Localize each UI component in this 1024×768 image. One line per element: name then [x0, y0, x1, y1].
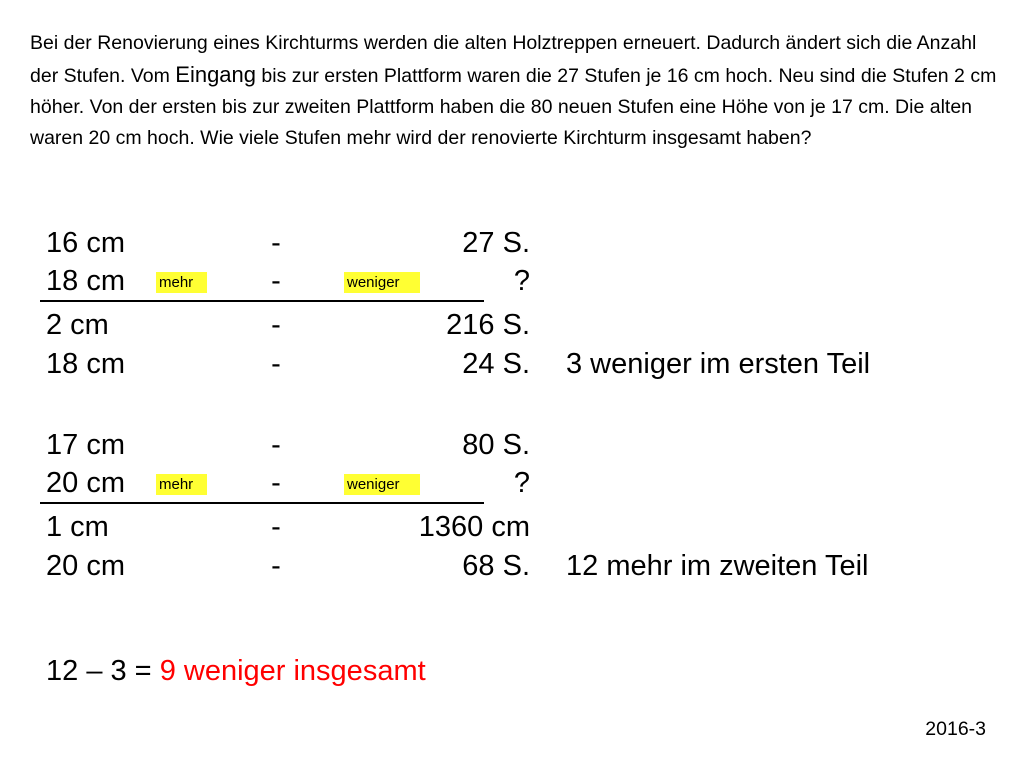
- row-note: 3 weniger im ersten Teil: [566, 348, 871, 380]
- row-left-value: 20 cm: [46, 467, 125, 499]
- calc-row-6: [46, 464, 946, 502]
- calc-row-5: [46, 426, 946, 464]
- highlight-tag-weniger: weniger: [344, 474, 420, 495]
- row-right-value: 68 S.: [462, 550, 530, 582]
- row-right-value: 216 S.: [446, 309, 530, 341]
- row-left-value: 18 cm: [46, 348, 125, 380]
- final-result: [46, 652, 426, 690]
- row-dash: -: [271, 467, 281, 499]
- highlight-tag-weniger: weniger: [344, 272, 420, 293]
- row-dash: -: [271, 348, 281, 380]
- row-dash: -: [271, 550, 281, 582]
- row-left-value: 16 cm: [46, 227, 125, 259]
- row-right-value: 27 S.: [462, 227, 530, 259]
- divider-line-2: [40, 502, 484, 504]
- row-note: 12 mehr im zweiten Teil: [566, 550, 869, 582]
- problem-text: [30, 28, 1005, 154]
- row-right-value: 1360 cm: [418, 511, 530, 543]
- problem-part-1: Bei der Renovierung eines Kirchturms werden die alten Holztreppen erneuert. Dadurch ändert sich die Anzahl der Stufen. Vom: [30, 32, 977, 87]
- problem-emphasis: Eingang: [175, 62, 257, 87]
- row-right-value: 24 S.: [462, 348, 530, 380]
- calc-row-7: [46, 508, 946, 546]
- highlight-tag-mehr: mehr: [156, 474, 207, 495]
- row-right-value: ?: [513, 467, 530, 499]
- row-left-value: 2 cm: [46, 309, 109, 341]
- row-dash: -: [271, 511, 281, 543]
- row-right-value: 80 S.: [462, 429, 530, 461]
- divider-line-1: [40, 300, 484, 302]
- calc-row-8: [46, 547, 946, 585]
- task-code: 2016-3: [925, 718, 986, 740]
- row-dash: -: [271, 265, 281, 297]
- result-calculation: 12 – 3 =: [46, 655, 160, 687]
- result-answer: 9 weniger insgesamt: [159, 655, 426, 687]
- row-dash: -: [271, 309, 281, 341]
- calc-row-3: [46, 306, 946, 344]
- row-left-value: 17 cm: [46, 429, 125, 461]
- calc-row-4: [46, 345, 946, 383]
- calc-row-2: [46, 262, 946, 300]
- row-left-value: 1 cm: [46, 511, 109, 543]
- row-left-value: 18 cm: [46, 265, 125, 297]
- row-right-value: ?: [513, 265, 530, 297]
- highlight-tag-mehr: mehr: [156, 272, 207, 293]
- row-dash: -: [271, 429, 281, 461]
- row-dash: -: [271, 227, 281, 259]
- row-left-value: 20 cm: [46, 550, 125, 582]
- calc-row-1: [46, 224, 946, 262]
- problem-part-2: bis zur ersten Plattform waren die 27 Stufen je 16 cm hoch. Neu sind die Stufen 2 cm höher. Von der ersten bis zur zweiten Plattform haben die 80 neuen Stufen eine Höhe von je 17 cm. Die alten waren 20 cm hoch. Wie viele Stufen mehr wird der renovierte Kirchturm insgesamt haben?: [30, 65, 997, 149]
